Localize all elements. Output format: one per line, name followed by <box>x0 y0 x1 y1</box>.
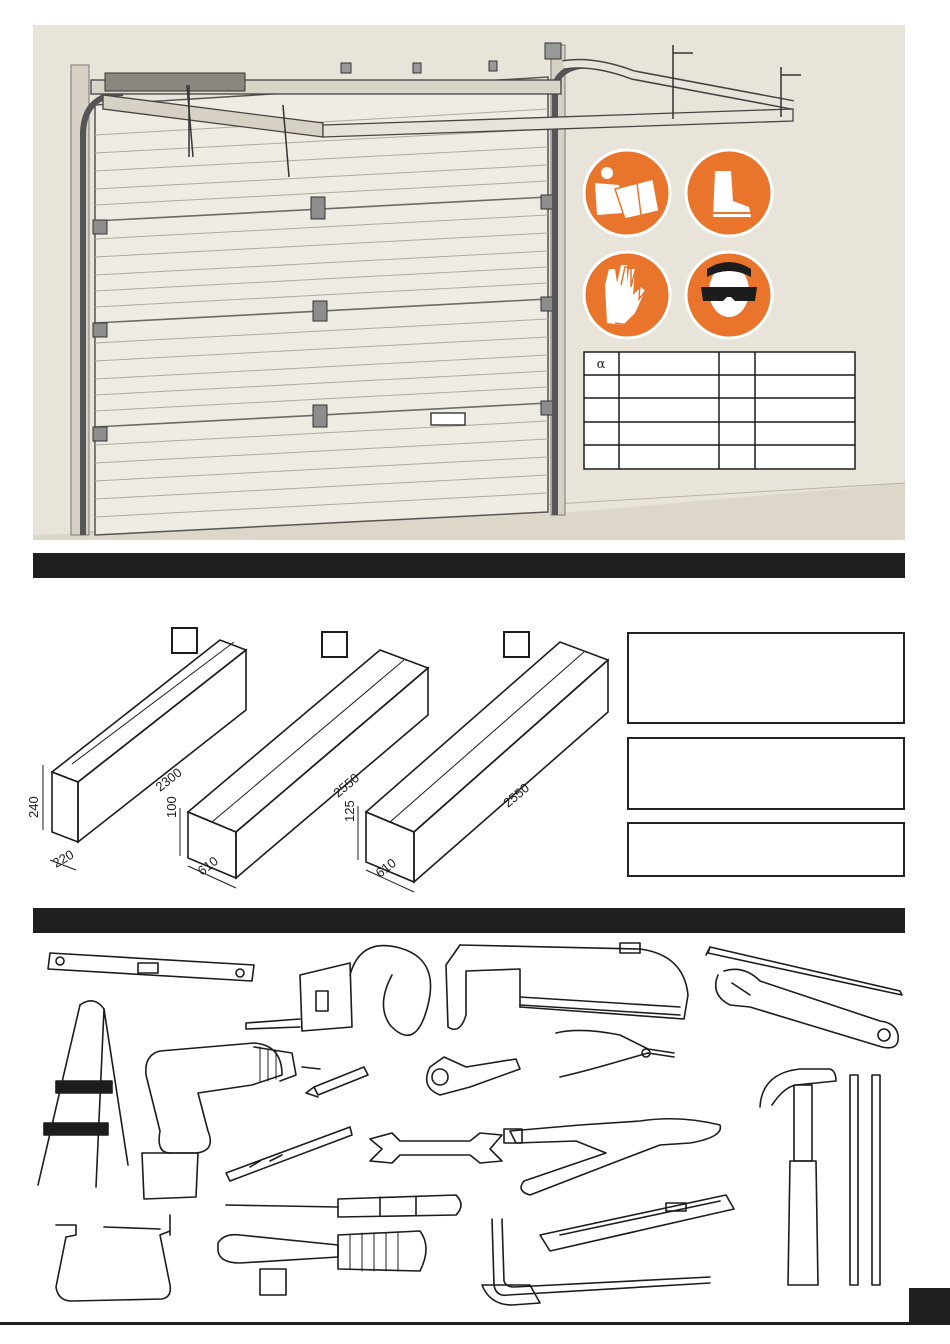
package-1-width: 220 <box>50 846 77 871</box>
section-bar-parts <box>33 553 905 578</box>
note-box-1 <box>627 632 905 724</box>
package-3 <box>358 632 608 892</box>
measuring-tape-icon <box>246 946 431 1036</box>
c-clamp-icon <box>56 1215 170 1301</box>
package-3-number-box <box>504 632 529 657</box>
alpha-header: α <box>596 357 606 372</box>
hacksaw-icon <box>446 943 688 1029</box>
protective-gloves-icon <box>584 252 670 338</box>
tools-illustration <box>20 935 910 1327</box>
flat-screwdriver-icon <box>226 1195 461 1217</box>
hammer-icon <box>760 1069 836 1285</box>
utility-knife-icon <box>540 1195 734 1251</box>
bottom-rule <box>0 1322 950 1325</box>
locking-pliers-icon <box>504 1119 720 1195</box>
safety-boots-icon <box>686 150 772 236</box>
cordless-drill-icon <box>142 1043 320 1199</box>
package-2-length: 2550 <box>330 770 363 801</box>
packages-diagram <box>20 620 620 910</box>
package-3-length: 2550 <box>500 780 533 811</box>
garage-door-drawing <box>33 25 905 540</box>
packages-drawing <box>20 620 620 910</box>
garage-door-illustration <box>33 25 905 540</box>
screwdriver-bit-icon <box>306 1067 368 1097</box>
alpha-table <box>584 352 855 469</box>
pencil-icon <box>706 947 902 995</box>
open-end-wrench-icon <box>370 1133 502 1163</box>
spirit-level-icon <box>48 953 254 981</box>
package-1-length: 2300 <box>152 764 185 795</box>
side-cutter-icon <box>556 1030 674 1077</box>
package-1-height: 240 <box>26 796 41 818</box>
package-2-width: 610 <box>194 853 221 879</box>
package-3-width: 610 <box>372 855 399 881</box>
drill-bit-icon <box>226 1127 352 1181</box>
package-1-number-box <box>172 628 197 653</box>
note-box-2 <box>627 737 905 810</box>
package-2-height: 100 <box>164 796 179 818</box>
note-box-3 <box>627 822 905 877</box>
tools-drawing <box>20 935 910 1327</box>
package-2-number-box <box>322 632 347 657</box>
step-ladder-icon <box>38 1001 128 1187</box>
package-1 <box>43 628 246 870</box>
read-manual-icon <box>584 150 670 236</box>
package-3-height: 125 <box>342 800 357 822</box>
section-bar-tools <box>33 908 905 933</box>
page-tab <box>909 1288 950 1324</box>
adjustable-wrench-icon <box>716 969 898 1047</box>
safety-goggles-icon <box>686 252 772 338</box>
package-2 <box>180 632 428 888</box>
rod-icon <box>850 1075 880 1285</box>
ratchet-wrench-icon <box>218 1231 426 1295</box>
hex-key-icon <box>482 1219 710 1305</box>
socket-bit-icon <box>427 1057 520 1095</box>
